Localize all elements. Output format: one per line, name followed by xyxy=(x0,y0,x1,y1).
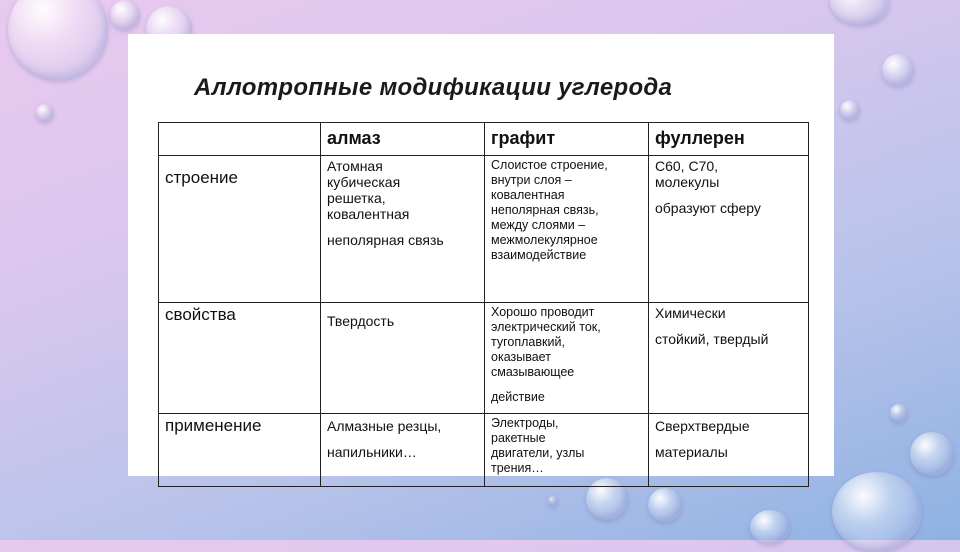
row-label: свойства xyxy=(159,303,321,414)
cell-line: действие xyxy=(491,390,545,404)
table-header-row xyxy=(159,123,809,156)
cell-fulleren xyxy=(649,414,809,487)
cell-line: Сверхтвердые xyxy=(655,418,750,434)
cell-line: Химически xyxy=(655,305,726,321)
cell-almaz xyxy=(321,156,485,303)
cell-line: межмолекулярное xyxy=(491,233,598,247)
cell-line: решетка, xyxy=(327,190,386,206)
cell-fulleren xyxy=(649,303,809,414)
cell-line: Твердость xyxy=(327,313,395,329)
cell-line: трения… xyxy=(491,461,544,475)
cell-almaz xyxy=(321,414,485,487)
cell-line: взаимодействие xyxy=(491,248,587,262)
cell-line: неполярная связь, xyxy=(491,203,599,217)
header-cell-grafit: графит xyxy=(485,123,649,156)
cell-line: Алмазные резцы, xyxy=(327,418,442,434)
bubble-decoration xyxy=(910,432,954,476)
table-row xyxy=(159,414,809,487)
header-cell-fulleren: фуллерен xyxy=(649,123,809,156)
cell-line: С60, С70, xyxy=(655,158,719,174)
cell-line: двигатели, узлы xyxy=(491,446,585,460)
cell-line: материалы xyxy=(655,444,728,460)
cell-line: ковалентная xyxy=(327,206,410,222)
bubble-decoration xyxy=(548,496,558,506)
cell-line: молекулы xyxy=(655,174,720,190)
bubble-decoration xyxy=(890,404,908,422)
slide-title: Аллотропные модификации углерода xyxy=(194,74,673,101)
header-cell-almaz: алмаз xyxy=(321,123,485,156)
bubble-decoration xyxy=(750,510,790,544)
cell-line: Электроды, xyxy=(491,416,559,430)
cell-grafit xyxy=(485,414,649,487)
table-row xyxy=(159,303,809,414)
cell-line: Слоистое строение, xyxy=(491,158,608,172)
cell-line: электрический ток, xyxy=(491,320,601,334)
cell-line: ракетные xyxy=(491,431,546,445)
cell-line: между слоями – xyxy=(491,218,586,232)
cell-line: кубическая xyxy=(327,174,401,190)
cell-line: Атомная xyxy=(327,158,383,174)
bubble-decoration xyxy=(8,0,108,80)
bubble-decoration xyxy=(110,0,140,30)
bubble-decoration xyxy=(830,0,890,25)
cell-line: тугоплавкий, xyxy=(491,335,565,349)
bubble-decoration xyxy=(36,104,54,122)
header-cell-empty xyxy=(159,123,321,156)
row-label: применение xyxy=(159,414,321,487)
cell-line: смазывающее xyxy=(491,365,575,379)
cell-line: неполярная связь xyxy=(327,232,444,248)
cell-line: Хорошо проводит xyxy=(491,305,595,319)
cell-line: напильники… xyxy=(327,444,417,460)
bubble-decoration xyxy=(840,100,860,120)
cell-fulleren xyxy=(649,156,809,303)
cell-line: внутри слоя – xyxy=(491,173,572,187)
cell-grafit xyxy=(485,156,649,303)
table-row xyxy=(159,156,809,303)
bubble-decoration xyxy=(832,472,922,552)
bubble-decoration xyxy=(648,488,682,522)
comparison-table xyxy=(158,122,809,487)
bubble-decoration xyxy=(882,54,914,86)
cell-almaz xyxy=(321,303,485,414)
row-label: строение xyxy=(159,156,321,303)
cell-line: стойкий, твердый xyxy=(655,331,769,347)
cell-line: оказывает xyxy=(491,350,551,364)
cell-grafit xyxy=(485,303,649,414)
slide-panel xyxy=(128,34,834,476)
cell-line: образуют сферу xyxy=(655,200,761,216)
cell-line: ковалентная xyxy=(491,188,565,202)
